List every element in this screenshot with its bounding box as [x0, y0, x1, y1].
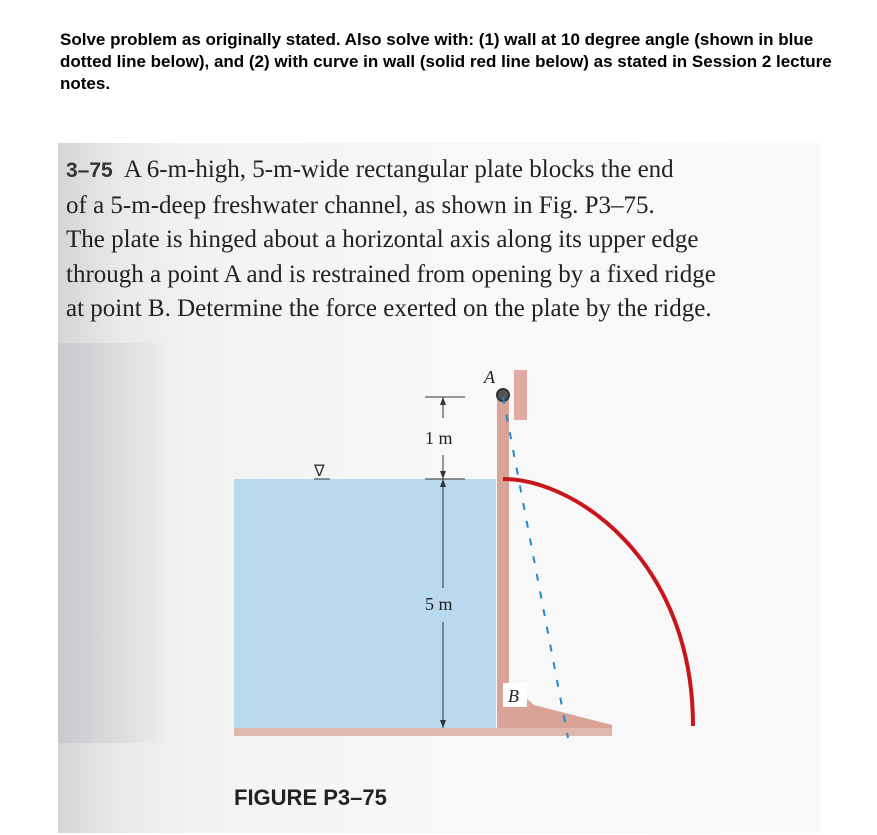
problem-line-4: through a point A and is restrained from opening by a fixed ridge — [66, 260, 716, 288]
problem-line-3: The plate is hinged about a horizontal axis along its upper edge — [66, 226, 699, 253]
free-surface-symbol: ∇ — [314, 461, 325, 480]
problem-number: 3–75 — [66, 159, 113, 182]
problem-line-1: A 6-m-high, 5-m-wide rectangular plate blocks the end — [123, 156, 674, 183]
dim-label-5m: 5 m — [425, 594, 453, 614]
dim-label-1m: 1 m — [425, 428, 453, 448]
label-a: A — [484, 367, 495, 387]
dim-arrow-upper-bottom — [440, 471, 446, 479]
instructions-text: Solve problem as originally stated. Also solve with: (1) wall at 10 degree angle (shown in blue dotted line below), and (2) with curve in wall (solid red line below) as stated in Session 2 lecture notes. — [60, 30, 832, 93]
label-b: B — [508, 686, 519, 706]
gate-plate — [497, 395, 509, 728]
dim-arrow-upper-top — [440, 397, 446, 405]
figure-caption: FIGURE P3–75 — [234, 785, 387, 810]
channel-bottom — [234, 728, 612, 736]
upper-stop — [514, 370, 527, 420]
problem-line-2: of a 5-m-deep freshwater channel, as shown in Fig. P3–75. — [66, 191, 655, 219]
curved-wall — [503, 479, 693, 726]
problem-line-5: at point B. Determine the force exerted on the plate by the ridge. — [66, 295, 712, 322]
water-region — [234, 479, 496, 729]
